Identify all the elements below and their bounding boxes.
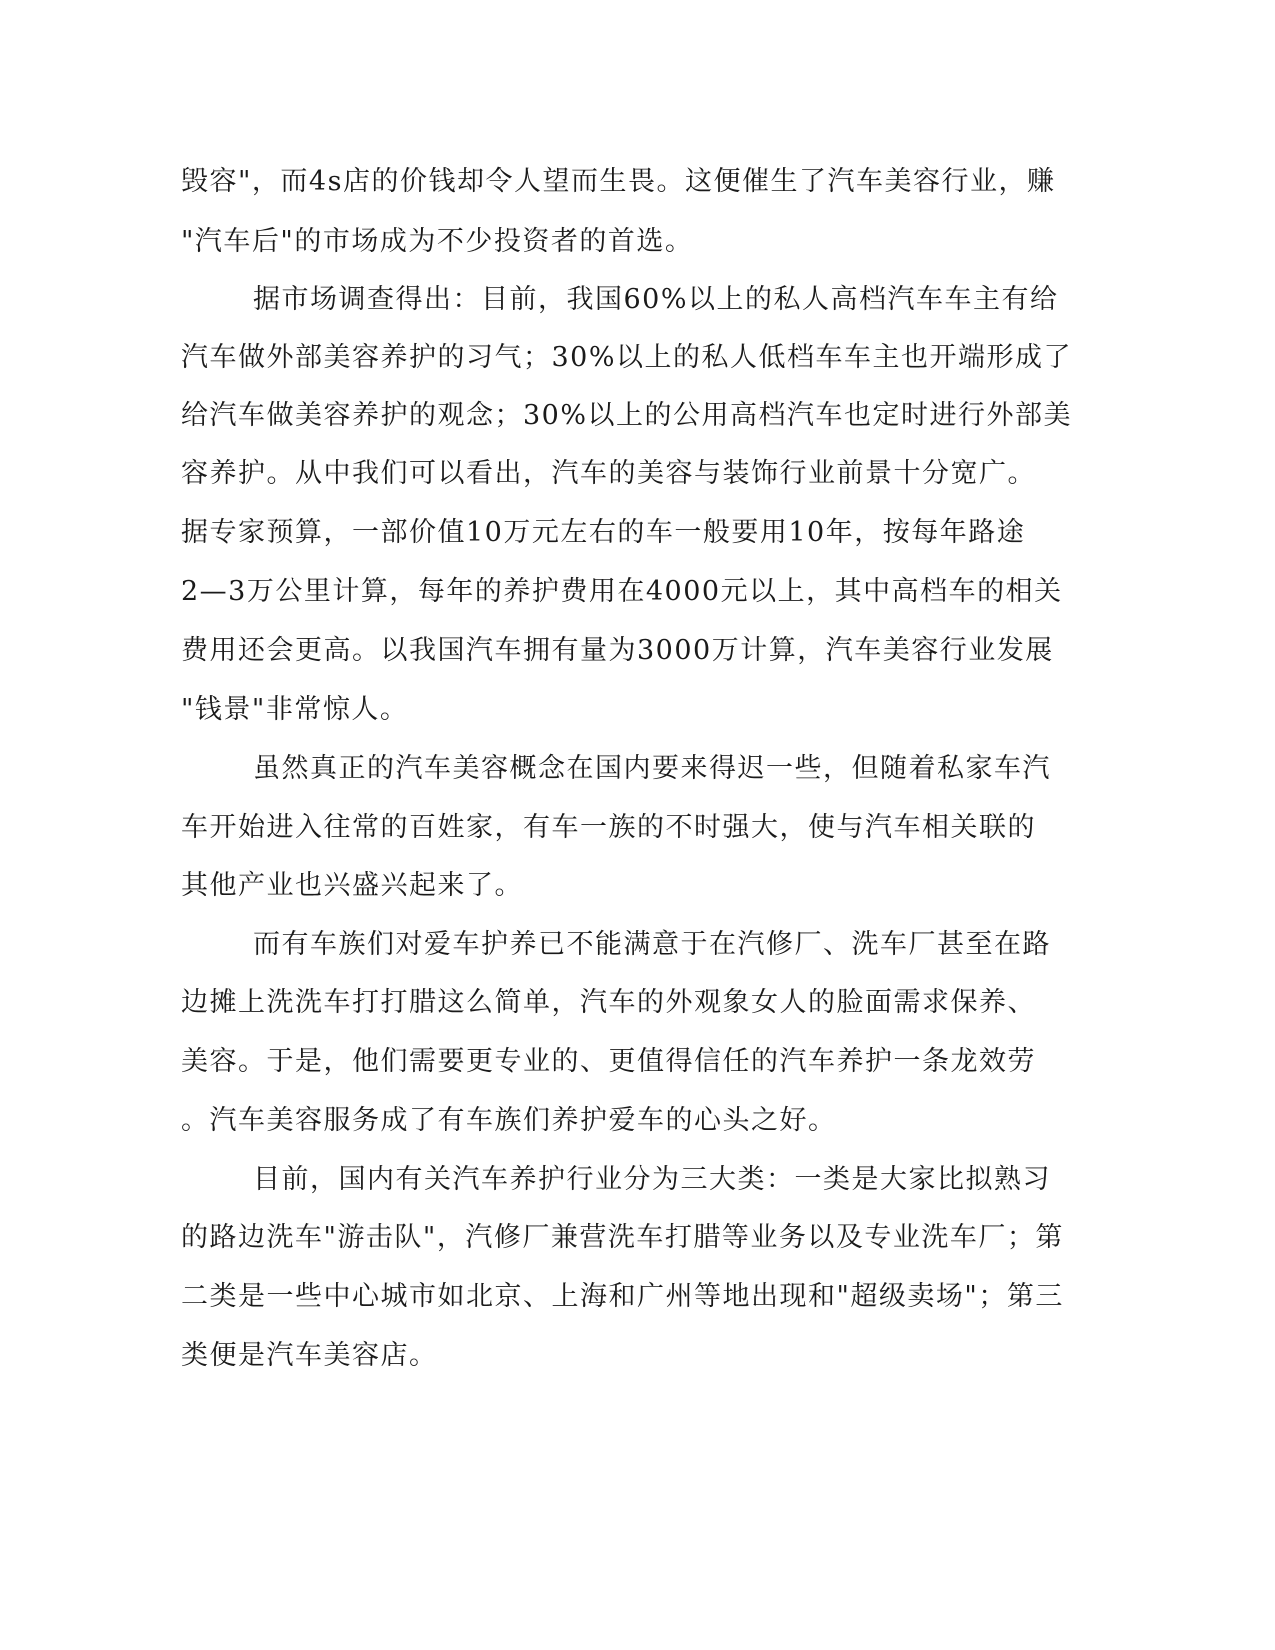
paragraph-start-line: 据市场调查得出：目前，我国60%以上的私人高档汽车车主有给 [253,284,1059,315]
text-line: 二类是一些中心城市如北京、上海和广州等地出现和"超级卖场"；第三 [181,1281,1064,1312]
text-line: 美容。于是，他们需要更专业的、更值得信任的汽车养护一条龙效劳 [181,1046,1036,1077]
text-line: 2—3万公里计算，每年的养护费用在4000元以上，其中高档车的相关 [181,576,1063,607]
text-line: 给汽车做美容养护的观念；30%以上的公用高档汽车也定时进行外部美 [181,400,1073,431]
text-line: 。汽车美容服务成了有车族们养护爱车的心头之好。 [181,1105,837,1136]
paragraph-start-line: 虽然真正的汽车美容概念在国内要来得迟一些，但随着私家车汽 [253,753,1051,784]
text-line: 边摊上洗洗车打打腊这么简单，汽车的外观象女人的脸面需求保养、 [181,987,1036,1018]
text-line: 毁容"，而4s店的价钱却令人望而生畏。这便催生了汽车美容行业，赚 [181,166,1056,197]
paragraph-start-line: 目前，国内有关汽车养护行业分为三大类：一类是大家比拟熟习 [253,1164,1051,1195]
paragraph-start-line: 而有车族们对爱车护养已不能满意于在汽修厂、洗车厂甚至在路 [253,929,1051,960]
text-line: 其他产业也兴盛兴起来了。 [181,870,523,901]
text-line: 汽车做外部美容养护的习气；30%以上的私人低档车车主也开端形成了 [181,342,1073,373]
text-line: 的路边洗车"游击队"，汽修厂兼营洗车打腊等业务以及专业洗车厂；第 [181,1222,1064,1253]
text-line: 费用还会更高。以我国汽车拥有量为3000万计算，汽车美容行业发展 [181,635,1054,666]
text-line: 据专家预算，一部价值10万元左右的车一般要用10年，按每年路途 [181,517,1026,548]
text-line: 类便是汽车美容店。 [181,1340,438,1371]
text-line: 车开始进入往常的百姓家，有车一族的不时强大，使与汽车相关联的 [181,812,1036,843]
text-line: "钱景"非常惊人。 [181,694,409,725]
text-line: 容养护。从中我们可以看出，汽车的美容与装饰行业前景十分宽广。 [181,458,1036,489]
text-line: "汽车后"的市场成为不少投资者的首选。 [181,226,694,257]
